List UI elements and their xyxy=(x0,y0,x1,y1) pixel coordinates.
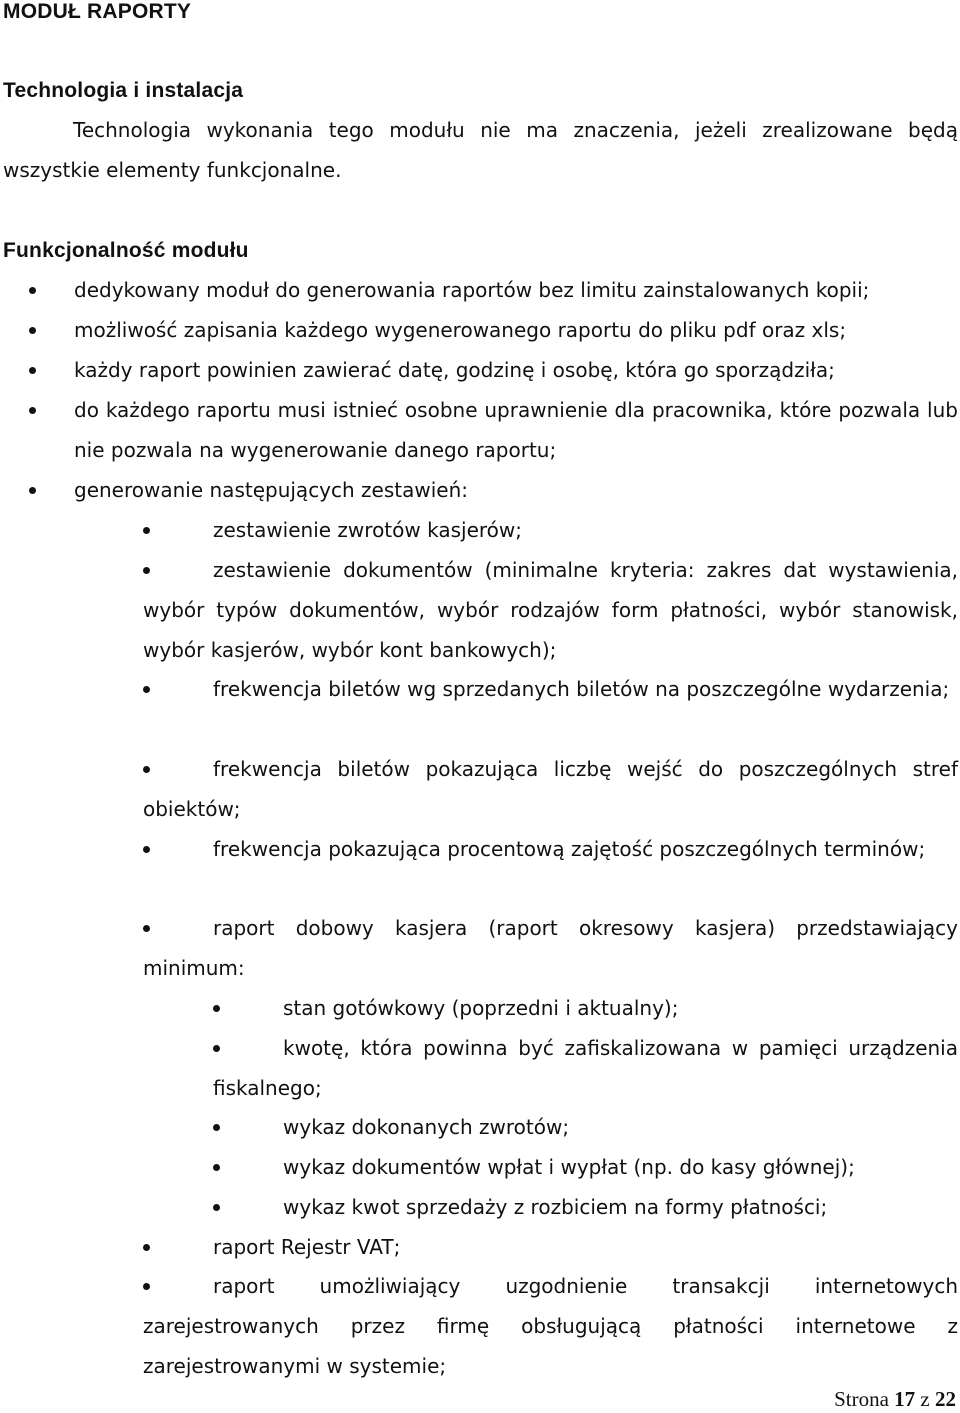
report-item: frekwencja biletów pokazująca liczbę wejść do poszczególnych stref obiektów; xyxy=(143,757,958,821)
cashier-report-item: stan gotówkowy (poprzedni i aktualny); xyxy=(213,988,958,1028)
bullet-icon xyxy=(29,287,36,294)
bullet-icon xyxy=(143,527,150,534)
bullet-icon xyxy=(143,846,150,853)
report-item: raport Rejestr VAT; xyxy=(143,1227,958,1267)
technology-paragraph: Technologia wykonania tego modułu nie ma znaczenia, jeżeli zrealizowane będą wszystkie elementy funkcjonalne. xyxy=(3,118,958,182)
bullet-icon xyxy=(143,766,150,773)
report-item: raport dobowy kasjera (raport okresowy kasjera) przedstawiający minimum: xyxy=(143,916,958,980)
bullet-icon xyxy=(213,1005,220,1012)
report-item: zestawienie dokumentów (minimalne kryteria: zakres dat wystawienia, wybór typów dokumentów, wybór rodzajów form płatności, wybór stanowisk, wybór kasjerów, wybór kont bankowych); xyxy=(143,558,958,662)
module-title: MODUŁ RAPORTY xyxy=(3,0,192,23)
bullet-icon xyxy=(143,567,150,574)
bullet-icon xyxy=(143,1244,150,1251)
cashier-report-item: kwotę, która powinna być zafiskalizowana w pamięci urządzenia fiskalnego; xyxy=(213,1036,958,1100)
report-item: raport umożliwiający uzgodnienie transakcji internetowych zarejestrowanych przez firmę obsługującą płatności internetowe z zarejestrowanymi w systemie; xyxy=(143,1274,958,1378)
list-item: każdy raport powinien zawierać datę, godzinę i osobę, która go sporządziła; xyxy=(74,350,958,390)
report-item: zestawienie zwrotów kasjerów; xyxy=(143,510,958,550)
page-number xyxy=(834,1387,956,1412)
report-item: frekwencja biletów wg sprzedanych biletów na poszczególne wydarzenia; xyxy=(143,669,958,709)
bullet-icon xyxy=(29,487,36,494)
cashier-report-item: wykaz dokonanych zwrotów; xyxy=(213,1107,958,1147)
bullet-icon xyxy=(143,686,150,693)
bullet-icon xyxy=(143,1283,150,1290)
bullet-icon xyxy=(143,925,150,932)
bullet-icon xyxy=(29,367,36,374)
list-item: dedykowany moduł do generowania raportów bez limitu zainstalowanych kopii; xyxy=(74,270,958,310)
list-item: możliwość zapisania każdego wygenerowanego raportu do pliku pdf oraz xls; xyxy=(74,310,958,350)
cashier-report-item: wykaz kwot sprzedaży z rozbiciem na formy płatności; xyxy=(213,1187,958,1227)
list-item: generowanie następujących zestawień: xyxy=(74,470,958,510)
total-pages: 22 xyxy=(935,1387,956,1411)
functionality-heading: Funkcjonalność modułu xyxy=(3,239,249,262)
bullet-icon xyxy=(213,1124,220,1131)
page-separator: z xyxy=(920,1387,930,1411)
cashier-report-item: wykaz dokumentów wpłat i wypłat (np. do kasy głównej); xyxy=(213,1147,958,1187)
bullet-icon xyxy=(29,327,36,334)
bullet-icon xyxy=(29,407,36,414)
bullet-icon xyxy=(213,1204,220,1211)
page-label: Strona xyxy=(834,1387,889,1411)
list-item: do każdego raportu musi istnieć osobne uprawnienie dla pracownika, które pozwala lub nie pozwala na wygenerowanie danego raportu; xyxy=(74,390,958,470)
bullet-icon xyxy=(213,1164,220,1171)
technology-heading: Technologia i instalacja xyxy=(3,79,244,102)
current-page: 17 xyxy=(894,1387,916,1411)
bullet-icon xyxy=(213,1045,220,1052)
report-item: frekwencja pokazująca procentową zajętość poszczególnych terminów; xyxy=(143,829,958,869)
